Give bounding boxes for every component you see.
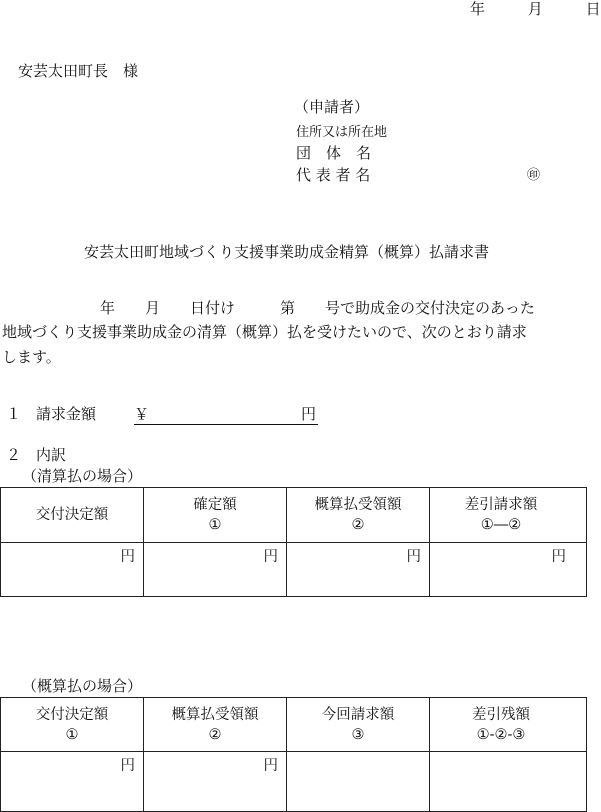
date-day: 日 [585, 0, 601, 18]
request-amount-field [134, 403, 318, 425]
header-cell: 概算払受領額 ② [144, 698, 287, 752]
header-cell: 概算払受領額 ② [287, 488, 430, 543]
amount-cell: 円 [1, 543, 144, 597]
header-cell: 交付決定額 [1, 488, 144, 543]
applicant-heading: （申請者） [294, 98, 370, 116]
amount-cell: 円 [1, 752, 144, 812]
document-title: 安芸太田町地域づくり支援事業助成金精算（概算）払請求書 [84, 243, 490, 261]
amount-cell [430, 752, 587, 812]
yen-unit: 円 [300, 405, 316, 423]
table1-caption: （清算払の場合） [22, 467, 143, 485]
date-month: 月 [527, 0, 543, 18]
header-cell: 差引残額 ①-②-③ [430, 698, 587, 752]
yen-sign: ￥ [134, 405, 150, 423]
header-cell: 交付決定額 ① [1, 698, 144, 752]
breakdown-label: ２ 内訳 [6, 446, 67, 464]
table-row [1, 543, 587, 597]
body-line-2: 地域づくり支援事業助成金の清算（概算）払を受けたいので、次のとおり請求 [2, 323, 527, 341]
amount-cell: 円 [144, 543, 287, 597]
rep-label: 代 表 者 名 [296, 166, 371, 184]
header-cell: 差引請求額 ①―② [430, 488, 587, 543]
date-line [470, 0, 601, 19]
seal-mark: ㊞ [527, 168, 541, 183]
amount-cell: 円 [144, 752, 287, 812]
addressee: 安芸太田町長 様 [18, 62, 139, 80]
address-label: 住所又は所在地 [296, 125, 388, 140]
request-amount-label: １ 請求金額 [6, 405, 97, 423]
body-line-3: します。 [2, 348, 61, 366]
table-header-row [1, 488, 587, 543]
org-label: 団 体 名 [296, 144, 372, 162]
header-cell: 確定額 ① [144, 488, 287, 543]
table-header-row [1, 698, 587, 752]
table2-caption: （概算払の場合） [22, 677, 143, 695]
table-row [1, 752, 587, 812]
date-year: 年 [470, 0, 486, 18]
estimate-table [0, 697, 587, 812]
amount-cell: 円 [287, 543, 430, 597]
settlement-table [0, 487, 587, 597]
header-cell: 今回請求額 ③ [287, 698, 430, 752]
body-line-1: 年 月 日付け 第 号で助成金の交付決定のあった [100, 299, 535, 317]
amount-cell [287, 752, 430, 812]
amount-cell: 円 [430, 543, 587, 597]
